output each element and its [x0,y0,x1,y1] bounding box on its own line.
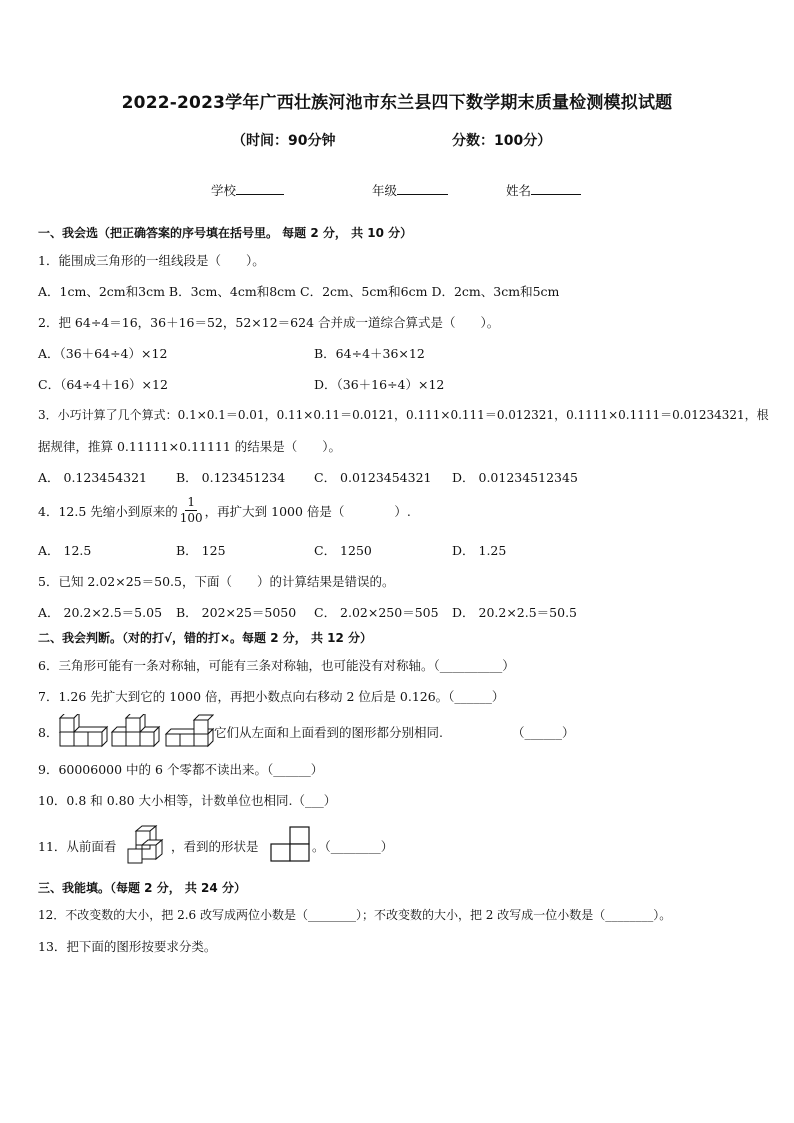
school-blank[interactable] [236,181,284,195]
front-view-shape-icon [270,826,312,862]
name-field[interactable] [506,181,581,199]
question-4-option-a: A． 12.5 [38,543,92,558]
front-view-figure [270,826,312,862]
name-blank[interactable] [531,181,581,195]
fraction-numerator: 1 [187,495,196,509]
exam-time: （时间：90分钟 [232,133,336,149]
section-2-heading: 二、我会判断。（对的打√，错的打×。每题 2 分， 共 12 分） [38,631,372,645]
question-5: 5．已知 2.02×25＝50.5，下面（ ）的计算结果是错误的。 [38,574,395,589]
question-4 [38,495,411,526]
cube-stack-figure [124,825,164,865]
question-10: 10．0.8 和 0.80 大小相等，计数单位也相同.（___） [38,793,337,808]
question-4-prefix: 4．12.5 先缩小到原来的 [38,503,178,519]
question-11-suffix: 。（________） [312,839,394,854]
question-3-option-c: C． 0.0123454321 [314,470,432,485]
question-12: 12．不改变数的大小，把 2.6 改写成两位小数是（________）；不改变数的大小，把 2 改写成一位小数是（________）。 [38,908,672,922]
school-label: 学校 [211,183,237,198]
school-field[interactable] [211,181,284,199]
exam-title: 2022-2023学年广西壮族河池市东兰县四下数学期末质量检测模拟试题 [121,93,673,113]
exam-score: 分数：100分） [452,133,552,149]
question-1-options: A．1cm、2cm和3cm B．3cm、4cm和8cm C．2cm、5cm和6cm D．2cm、3cm和5cm [38,284,560,299]
question-8-number: 8． [38,725,59,740]
question-2-option-d: D．（36＋16÷4）×12 [314,377,445,392]
cube-arrangements-icon [58,714,214,748]
question-9: 9．60006000 中的 6 个零都不读出来。（______） [38,762,324,777]
fraction-one-hundredth [180,495,203,526]
question-3-option-a: A． 0.123454321 [38,470,148,485]
fraction-denominator: 100 [179,511,203,525]
question-5-option-d: D． 20.2×2.5＝50.5 [452,605,578,620]
grade-label: 年级 [372,183,398,198]
question-3-line-1: 3．小巧计算了几个算式：0.1×0.1＝0.01，0.11×0.11＝0.0121，0.111×0.111＝0.012321，0.1111×0.1111＝0.01234321，根 [38,408,769,422]
question-13: 13．把下面的图形按要求分类。 [38,939,217,954]
cube-stack-icon [124,825,164,865]
question-4-option-b: B． 125 [176,543,226,558]
question-11-prefix: 11．从前面看 [38,839,117,854]
grade-blank[interactable] [397,181,448,195]
question-2-option-a: A．（36＋64÷4）×12 [38,346,168,361]
question-8-text: 它们从左面和上面看到的图形都分别相同. [214,725,443,740]
name-label: 姓名 [506,183,532,198]
question-5-option-b: B． 202×25＝5050 [176,605,297,620]
question-5-option-c: C． 2.02×250＝505 [314,605,439,620]
question-4-option-d: D． 1.25 [452,543,507,558]
question-3-line-2: 据规律，推算 0.11111×0.11111 的结果是（ ）。 [38,439,342,454]
cube-arrangements-figure [58,714,214,748]
question-5-option-a: A． 20.2×2.5＝5.05 [38,605,163,620]
question-1: 1．能围成三角形的一组线段是（ ）。 [38,253,265,268]
question-11-middle: ，看到的形状是 [171,839,259,854]
question-2-option-b: B．64÷4＋36×12 [314,346,425,361]
grade-field[interactable] [372,181,448,199]
question-7: 7．1.26 先扩大到它的 1000 倍，再把小数点向右移动 2 位后是 0.126。（______） [38,689,505,704]
section-1-heading: 一、我会选（把正确答案的序号填在括号里。 每题 2 分， 共 10 分） [38,226,413,240]
question-4-option-c: C． 1250 [314,543,372,558]
question-2-text: 2．把 64÷4＝16，36＋16＝52，52×12＝624 合并成一道综合算式是（ ）。 [38,315,500,330]
question-6: 6．三角形可能有一条对称轴，可能有三条对称轴，也可能没有对称轴。（__________） [38,658,515,673]
question-3-option-d: D． 0.01234512345 [452,470,578,485]
question-4-suffix: ，再扩大到 1000 倍是（ ）. [204,503,411,519]
question-8-answer[interactable]: （______） [512,725,575,740]
question-3-option-b: B． 0.123451234 [176,470,286,485]
question-2-option-c: C．（64÷4＋16）×12 [38,377,168,392]
section-3-heading: 三、我能填。（每题 2 分， 共 24 分） [38,881,246,895]
